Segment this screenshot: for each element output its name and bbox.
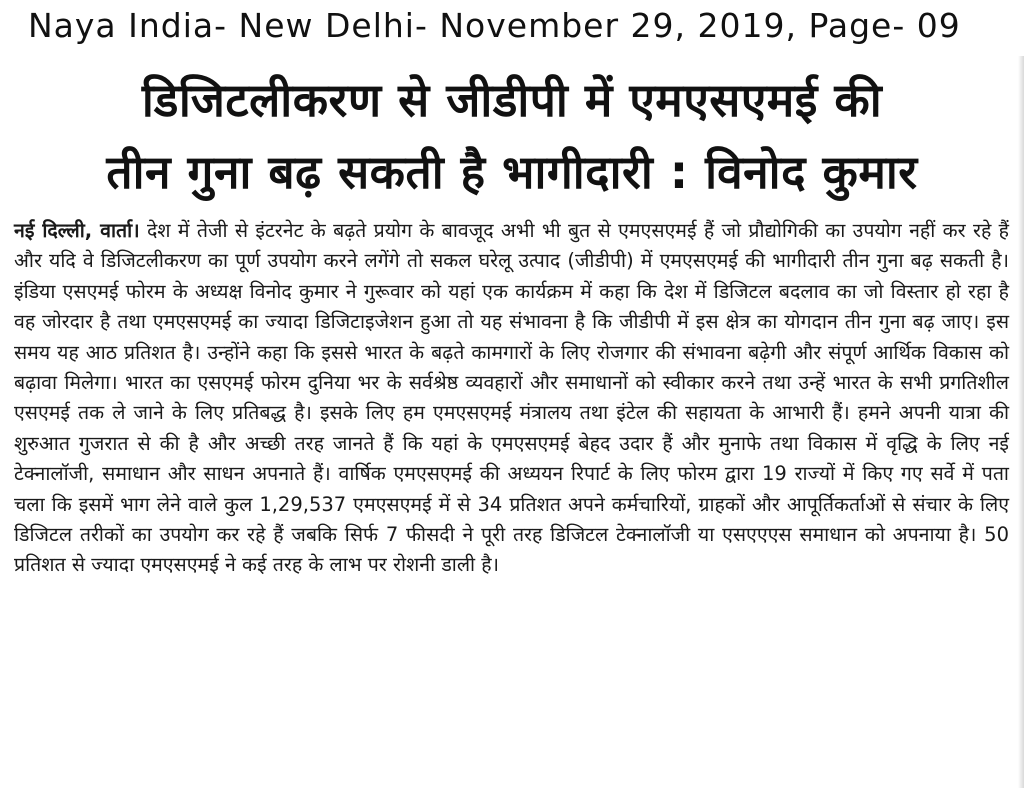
- article-body: [14, 216, 1009, 581]
- source-caption: Naya India- New Delhi- November 29, 2019, Page- 09: [28, 6, 961, 45]
- headline-line-1: डिजिटलीकरण से जीडीपी में एमएसएमई की: [141, 73, 883, 127]
- clipping-edge-shadow: [1018, 56, 1024, 788]
- article-body-text: देश में तेजी से इंटरनेट के बढ़ते प्रयोग के बावजूद अभी भी बुत से एमएसएमई हैं जो प्रौद्योगिकी का उपयोग नहीं कर रहे हैं और यदि वे डिजिटलीकरण का पूर्ण उपयोग करने लगेंगे तो सकल घरेलू उत्पाद (जीडीपी) में एमएसएमई की भागीदारी तीन गुना बढ़ सकती है। इंडिया एसएमई फोरम के अध्यक्ष विनोद कुमार ने गुरूवार को यहां एक कार्यक्रम में कहा कि देश में डिजिटल बदलाव का जो विस्तार हो रहा है वह जोरदार है तथा एमएसएमई का ज्यादा डिजिटाइजेशन हुआ तो यह संभावना है कि जीडीपी में इस क्षेत्र का योगदान तीन गुना बढ़ जाए। इस समय यह आठ प्रतिशत है। उन्होंने कहा कि इससे भारत के बढ़ते कामगारों के लिए रोजगार की संभावना बढ़ेगी और संपूर्ण आर्थिक विकास को बढ़ावा मिलेगा। भारत का एसएमई फोरम दुनिया भर के सर्वश्रेष्ठ व्यवहारों और समाधानों को स्वीकार करने तथा उन्हें भारत के सभी प्रगतिशील एसएमई तक ले जाने के लिए प्रतिबद्ध है। इसके लिए हम एमएसएमई मंत्रालय तथा इंटेल की सहायता के आभारी हैं। हमने अपनी यात्रा की शुरुआत गुजरात से की है और अच्छी तरह जानते हैं कि यहां के एमएसएमई बेहद उदार हैं और मुनाफे तथा विकास में वृद्धि के लिए नई टेक्नालॉजी, समाधान और साधन अपनाते हैं। वार्षिक एमएसएमई की अध्ययन रिपार्ट के लिए फोरम द्वारा 19 राज्यों में किए गए सर्वे में पता चला कि इसमें भाग लेने वाले कुल 1,29,537 एमएसएमई में से 34 प्रतिशत अपने कर्मचारियों, ग्राहकों और आपूर्तिकर्ताओं से संचार के लिए डिजिटल तरीकों का उपयोग कर रहे हैं जबकि सिर्फ 7 फीसदी ने पूरी तरह डिजिटल टेक्नालॉजी या एसएएएस समाधान को अपनाया है। 50 प्रतिशत से ज्यादा एमएसएमई ने कई तरह के लाभ पर रोशनी डाली है।: [14, 219, 1009, 577]
- source-caption-bar: [0, 0, 1024, 52]
- headline-line-2: तीन गुना बढ़ सकती है भागीदारी : विनोद कुमार: [106, 145, 918, 199]
- article-headline: [10, 64, 1014, 208]
- article-dateline: नई दिल्ली, वार्ता।: [14, 219, 140, 242]
